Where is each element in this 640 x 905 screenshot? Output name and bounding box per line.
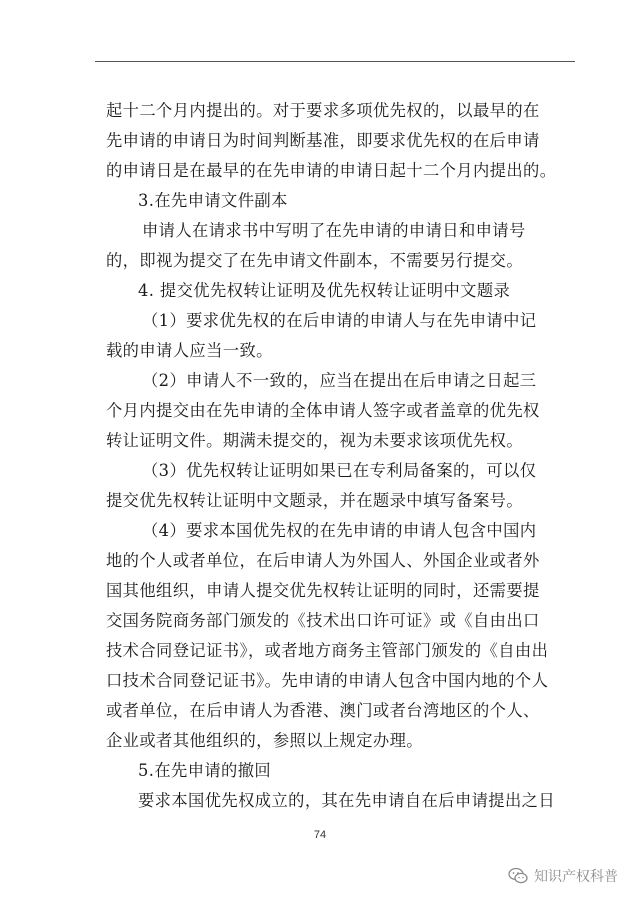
- text-line: （1）要求优先权的在后申请的申请人与在先申请中记: [142, 311, 537, 330]
- section-heading: 5.在先申请的撤回: [138, 761, 272, 780]
- text-line: 口技术合同登记证书》。先申请的申请人包含中国内地的个人: [106, 671, 549, 690]
- header-rule: [95, 61, 575, 62]
- text-line: 交国务院商务部门颁发的《技术出口许可证》或《自由出口: [106, 611, 540, 630]
- text-line: 要求本国优先权成立的，其在先申请自在后申请提出之日: [138, 791, 556, 810]
- text-line: 转让证明文件。期满未提交的，视为未要求该项优先权。: [106, 431, 524, 450]
- text-line: 载的申请人应当一致。: [106, 341, 273, 360]
- text-line: 的，即视为提交了在先申请文件副本，不需要另行提交。: [106, 251, 524, 270]
- text-line: 个月内提交由在先申请的全体申请人签字或者盖章的优先权: [106, 401, 540, 420]
- text-line: 申请人在请求书中写明了在先申请的申请日和申请号: [142, 221, 526, 240]
- text-line: 国其他组织，申请人提交优先权转让证明的同时，还需要提: [106, 581, 540, 600]
- text-line: 企业或者其他组织的，参照以上规定办理。: [106, 731, 423, 750]
- wechat-icon: [508, 867, 528, 885]
- text-line: 技术合同登记证书》，或者地方商务主管部门颁发的《自由出: [106, 641, 549, 660]
- watermark-text: 知识产权科普: [534, 869, 618, 885]
- text-line: （4）要求本国优先权的在先申请的申请人包含中国内: [142, 521, 537, 540]
- page-number: 74: [313, 829, 327, 841]
- watermark: [508, 866, 618, 886]
- text-line: 起十二个月内提出的。对于要求多项优先权的，以最早的在: [106, 101, 540, 120]
- text-line: 提交优先权转让证明中文题录，并在题录中填写备案号。: [106, 491, 524, 510]
- text-line: 先申请的申请日为时间判断基准，即要求优先权的在后申请: [106, 131, 540, 150]
- text-line: （3）优先权转让证明如果已在专利局备案的，可以仅: [142, 461, 537, 480]
- section-heading: 4. 提交优先权转让证明及优先权转让证明中文题录: [138, 281, 511, 300]
- section-heading: 3.在先申请文件副本: [138, 191, 288, 210]
- text-line: 的申请日是在最早的在先申请的申请日起十二个月内提出的。: [106, 161, 557, 180]
- text-line: 或者单位，在后申请人为香港、澳门或者台湾地区的个人、: [106, 701, 540, 720]
- text-line: 地的个人或者单位，在后申请人为外国人、外国企业或者外: [106, 551, 540, 570]
- body-text: [106, 96, 576, 816]
- text-line: （2）申请人不一致的，应当在提出在后申请之日起三: [142, 371, 537, 390]
